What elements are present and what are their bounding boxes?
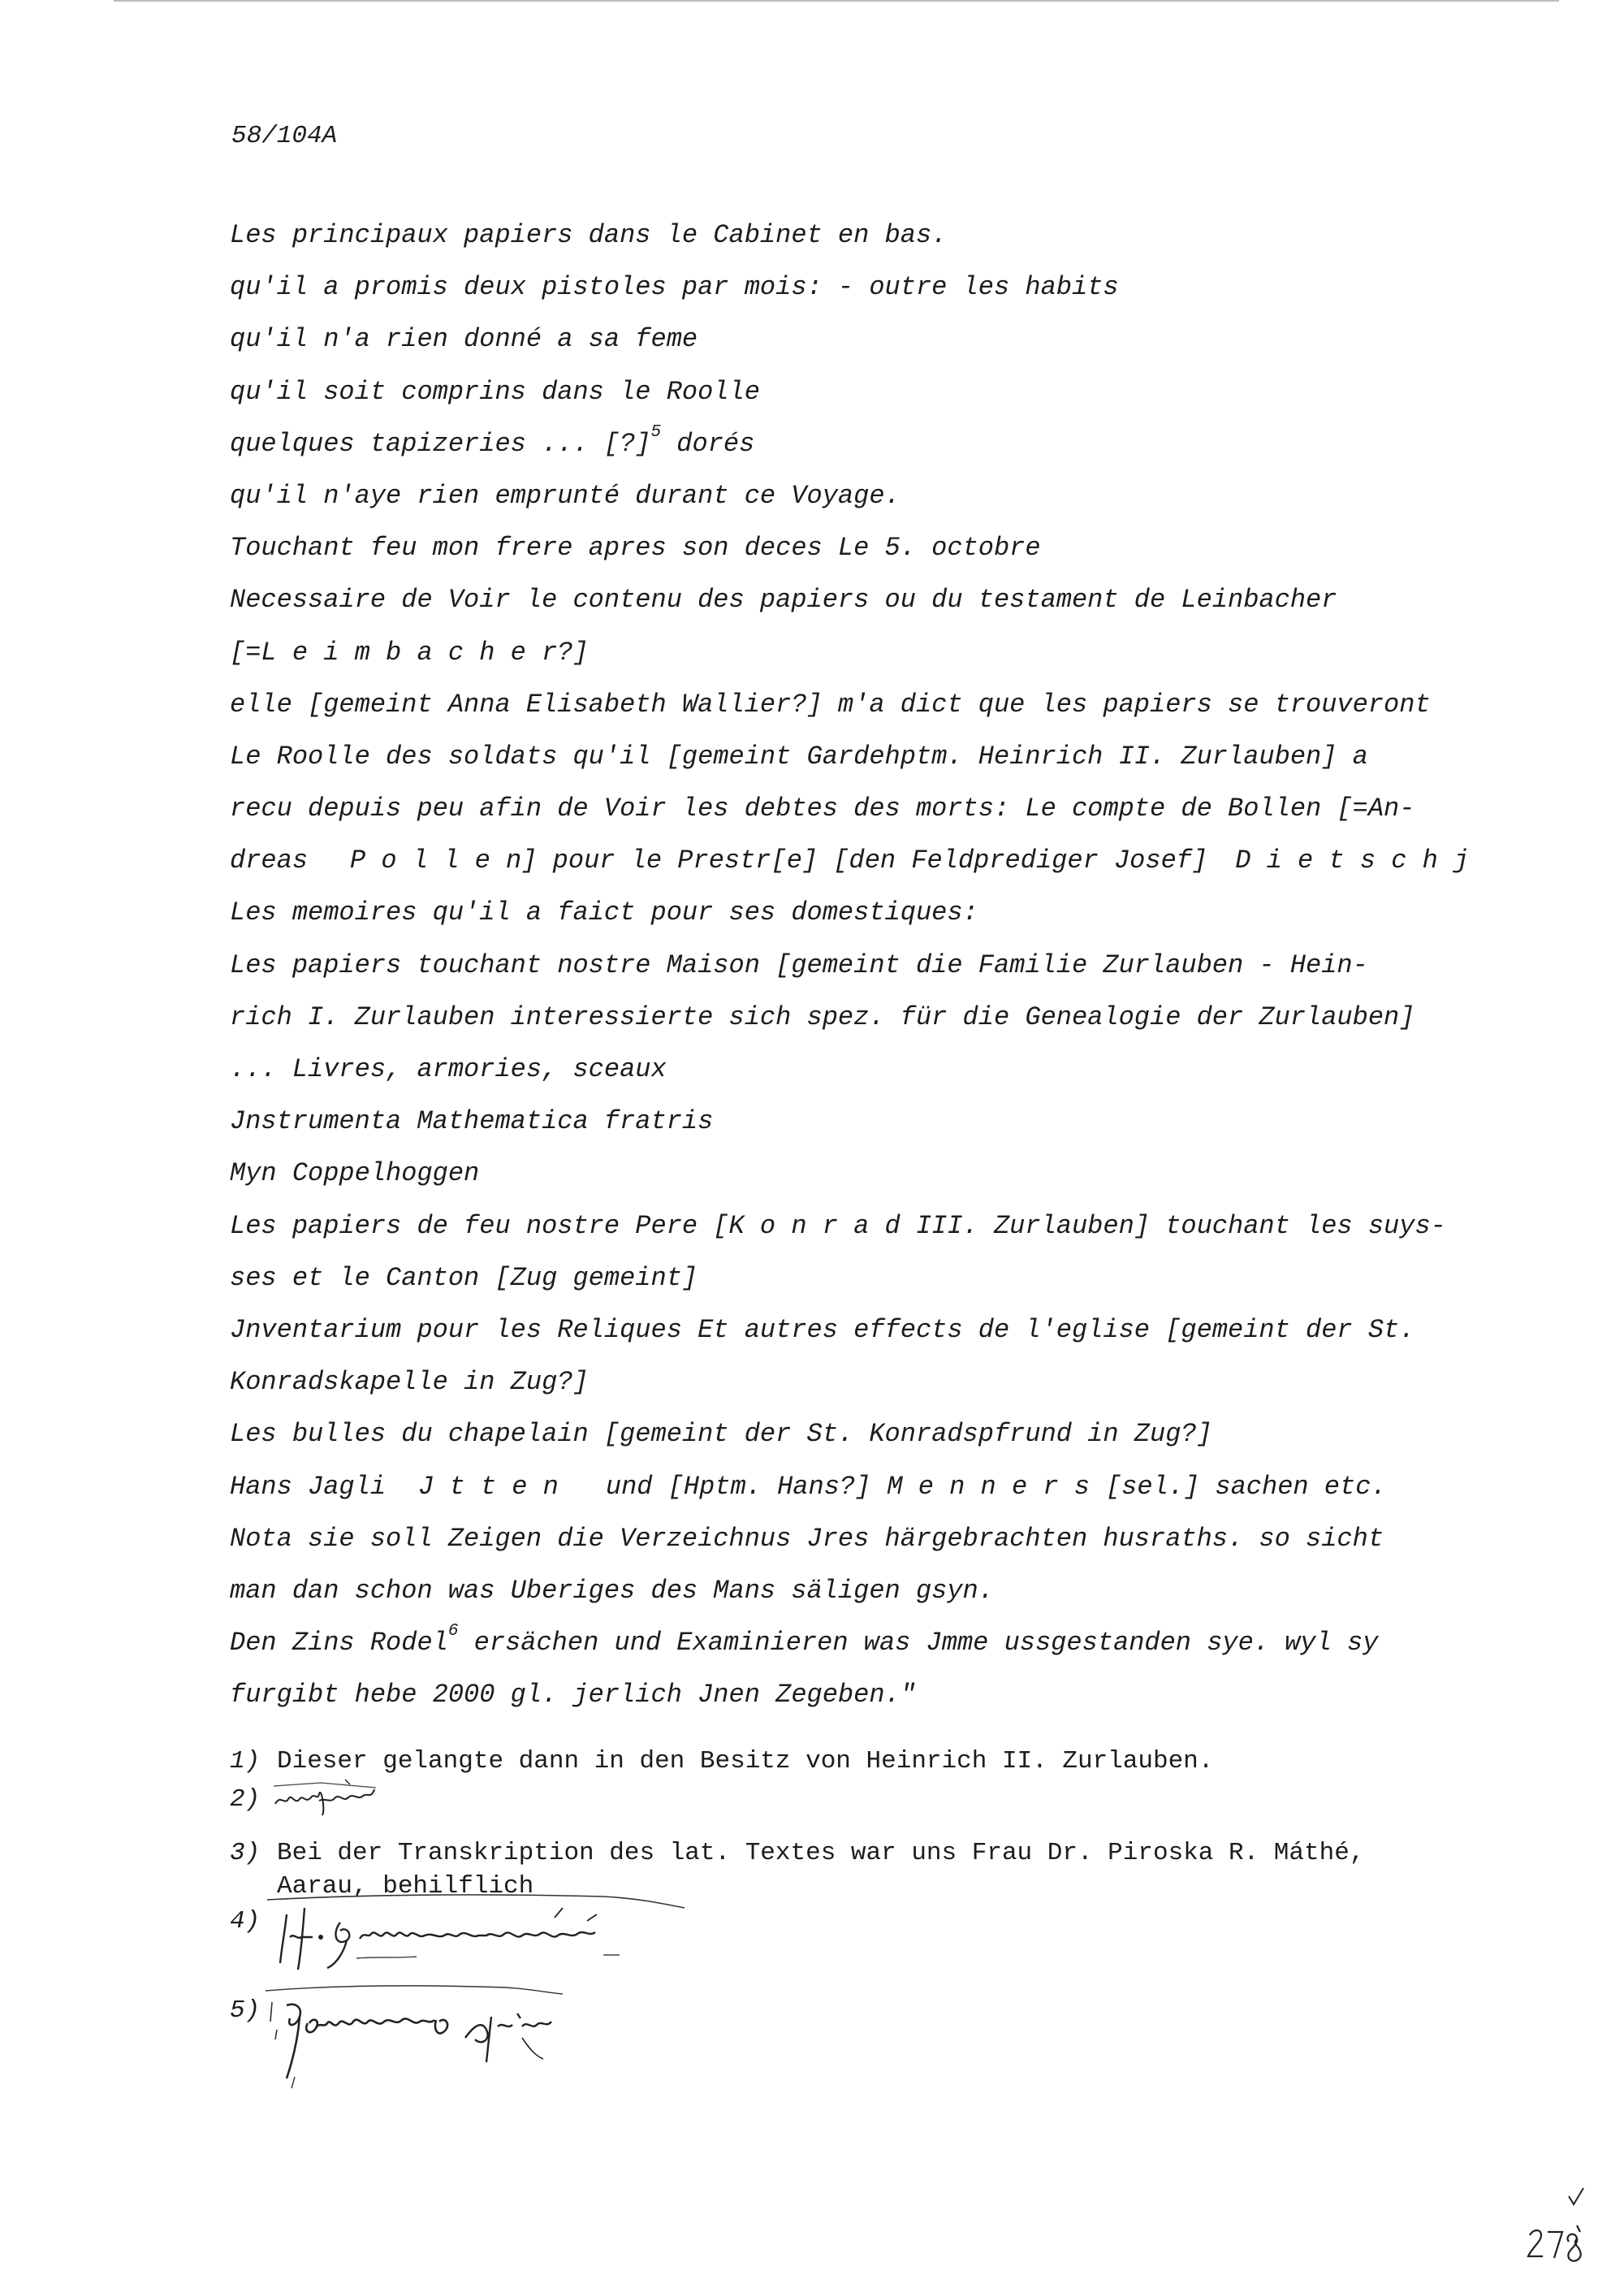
text-fragment: dorés xyxy=(661,428,755,459)
text-line: qu'il n'a rien donné a sa feme xyxy=(230,324,698,355)
text-fragment: Les papiers de feu nostre Pere [ xyxy=(230,1210,729,1241)
text-line: Le Roolle des soldats qu'il [gemeint Gardehptm. Heinrich II. Zurlauben] a xyxy=(230,741,1368,772)
transcription-body xyxy=(230,210,1610,1721)
text-fragment: dreas xyxy=(230,846,309,876)
text-line-with-footnote xyxy=(230,418,1610,470)
text-line-with-footnote xyxy=(230,1617,1610,1669)
text-line: furgibt hebe 2000 gl. jerlich Jnen Zegeben." xyxy=(230,1680,916,1711)
handwritten-page-number-image xyxy=(1518,2185,1592,2266)
text-line: Jnstrumenta Mathematica fratris xyxy=(230,1106,714,1137)
text-line: rich I. Zurlauben interessierte sich spez. für die Genealogie der Zurlauben] xyxy=(230,1001,1415,1032)
footnote-3 xyxy=(230,1836,1594,1870)
footnote-2 xyxy=(230,1783,1594,1816)
handwritten-excerpt-image xyxy=(262,1981,620,2095)
text-fragment: P o l l e n] pour le Prestr[e] [den Feldprediger Josef] xyxy=(350,846,1208,876)
footnote-number: 4) xyxy=(230,1907,261,1935)
text-fragment: III. Zurlauben] touchant les suys- xyxy=(900,1210,1446,1241)
text-line: Les memoires qu'il a faict pour ses domestiques: xyxy=(230,897,978,928)
text-line: Nota sie soll Zeigen die Verzeichnus Jres härgebrachten husraths. so sicht xyxy=(230,1523,1384,1554)
text-line: Myn Coppelhoggen xyxy=(230,1158,480,1189)
text-line: Les principaux papiers dans le Cabinet en bas. xyxy=(230,220,948,250)
text-line: ses et le Canton [Zug gemeint] xyxy=(230,1262,698,1293)
spaced-name: K o n r a d xyxy=(728,1210,901,1241)
footnote-number: 5) xyxy=(230,1996,261,2025)
handwritten-excerpt-image xyxy=(272,1776,378,1819)
footnote-marker-6: 6 xyxy=(447,1622,459,1641)
text-line: elle [gemeint Anna Elisabeth Wallier?] m'a dict que les papiers se trouveront xyxy=(230,689,1431,720)
text-line: Les bulles du chapelain [gemeint der St. Konradspfrund in Zug?] xyxy=(230,1419,1212,1450)
footnote-number: 3) xyxy=(230,1839,261,1867)
footnote-text: Bei der Transkription des lat. Textes war uns Frau Dr. Piroska R. Máthé, xyxy=(277,1839,1365,1867)
text-line: ... Livres, armories, sceaux xyxy=(230,1054,667,1084)
text-line: recu depuis peu afin de Voir les debtes des morts: Le compte de Bollen [=An- xyxy=(230,794,1415,824)
footnote-number: 2) xyxy=(230,1785,261,1814)
text-line: qu'il n'aye rien emprunté durant ce Voyage. xyxy=(230,480,901,511)
text-line: Necessaire de Voir le contenu des papiers ou du testament de Leinbacher xyxy=(230,585,1337,616)
text-line: Les papiers touchant nostre Maison [gemeint die Familie Zurlauben - Hein- xyxy=(230,949,1368,980)
document-reference: 58/104A xyxy=(231,122,338,150)
archive-page-mark xyxy=(1518,2185,1592,2270)
text-line: Jnventarium pour les Reliques Et autres effects de l'eglise [gemeint der St. xyxy=(230,1314,1415,1345)
text-fragment: quelques tapizeries ... [?] xyxy=(230,428,651,459)
spaced-name: M e n n e r s xyxy=(887,1471,1090,1502)
text-line xyxy=(230,1200,1610,1252)
text-line xyxy=(230,835,1610,887)
text-fragment: Den Zins Rodel xyxy=(230,1628,448,1659)
text-line xyxy=(230,1461,1610,1513)
text-fragment: und [Hptm. Hans?] xyxy=(605,1471,871,1502)
text-line: man dan schon was Uberiges des Mans säligen gsyn. xyxy=(230,1575,994,1606)
footnote-text: Aarau, behilflich xyxy=(277,1872,534,1901)
text-line: Touchant feu mon frere apres son deces Le 5. octobre xyxy=(230,533,1041,564)
footnote-marker-5: 5 xyxy=(650,422,662,442)
footnote-number: 1) xyxy=(230,1747,261,1775)
text-line: qu'il soit comprins dans le Roolle xyxy=(230,376,760,407)
top-border-line xyxy=(114,0,1559,2)
text-fragment: [sel.] sachen etc. xyxy=(1105,1471,1387,1502)
footnote-text: Dieser gelangte dann in den Besitz von Heinrich II. Zurlauben. xyxy=(277,1747,1214,1775)
footnote-1 xyxy=(230,1745,1594,1778)
text-fragment: D i e t s c h j xyxy=(1235,846,1470,876)
footnotes xyxy=(230,1745,1594,2100)
text-line: qu'il a promis deux pistoles par mois: - outre les habits xyxy=(230,272,1119,303)
handwritten-excerpt-image xyxy=(262,1890,701,1979)
spaced-name: J t t e n xyxy=(418,1471,559,1502)
text-fragment: Hans Jagli xyxy=(230,1471,387,1502)
text-fragment: ersächen und Examinieren was Jmme ussgestanden sye. wyl sy xyxy=(458,1628,1379,1659)
footnote-5 xyxy=(230,1994,1594,2100)
text-line: [=L e i m b a c h e r?] xyxy=(230,637,589,668)
text-line: Konradskapelle in Zug?] xyxy=(230,1367,589,1398)
